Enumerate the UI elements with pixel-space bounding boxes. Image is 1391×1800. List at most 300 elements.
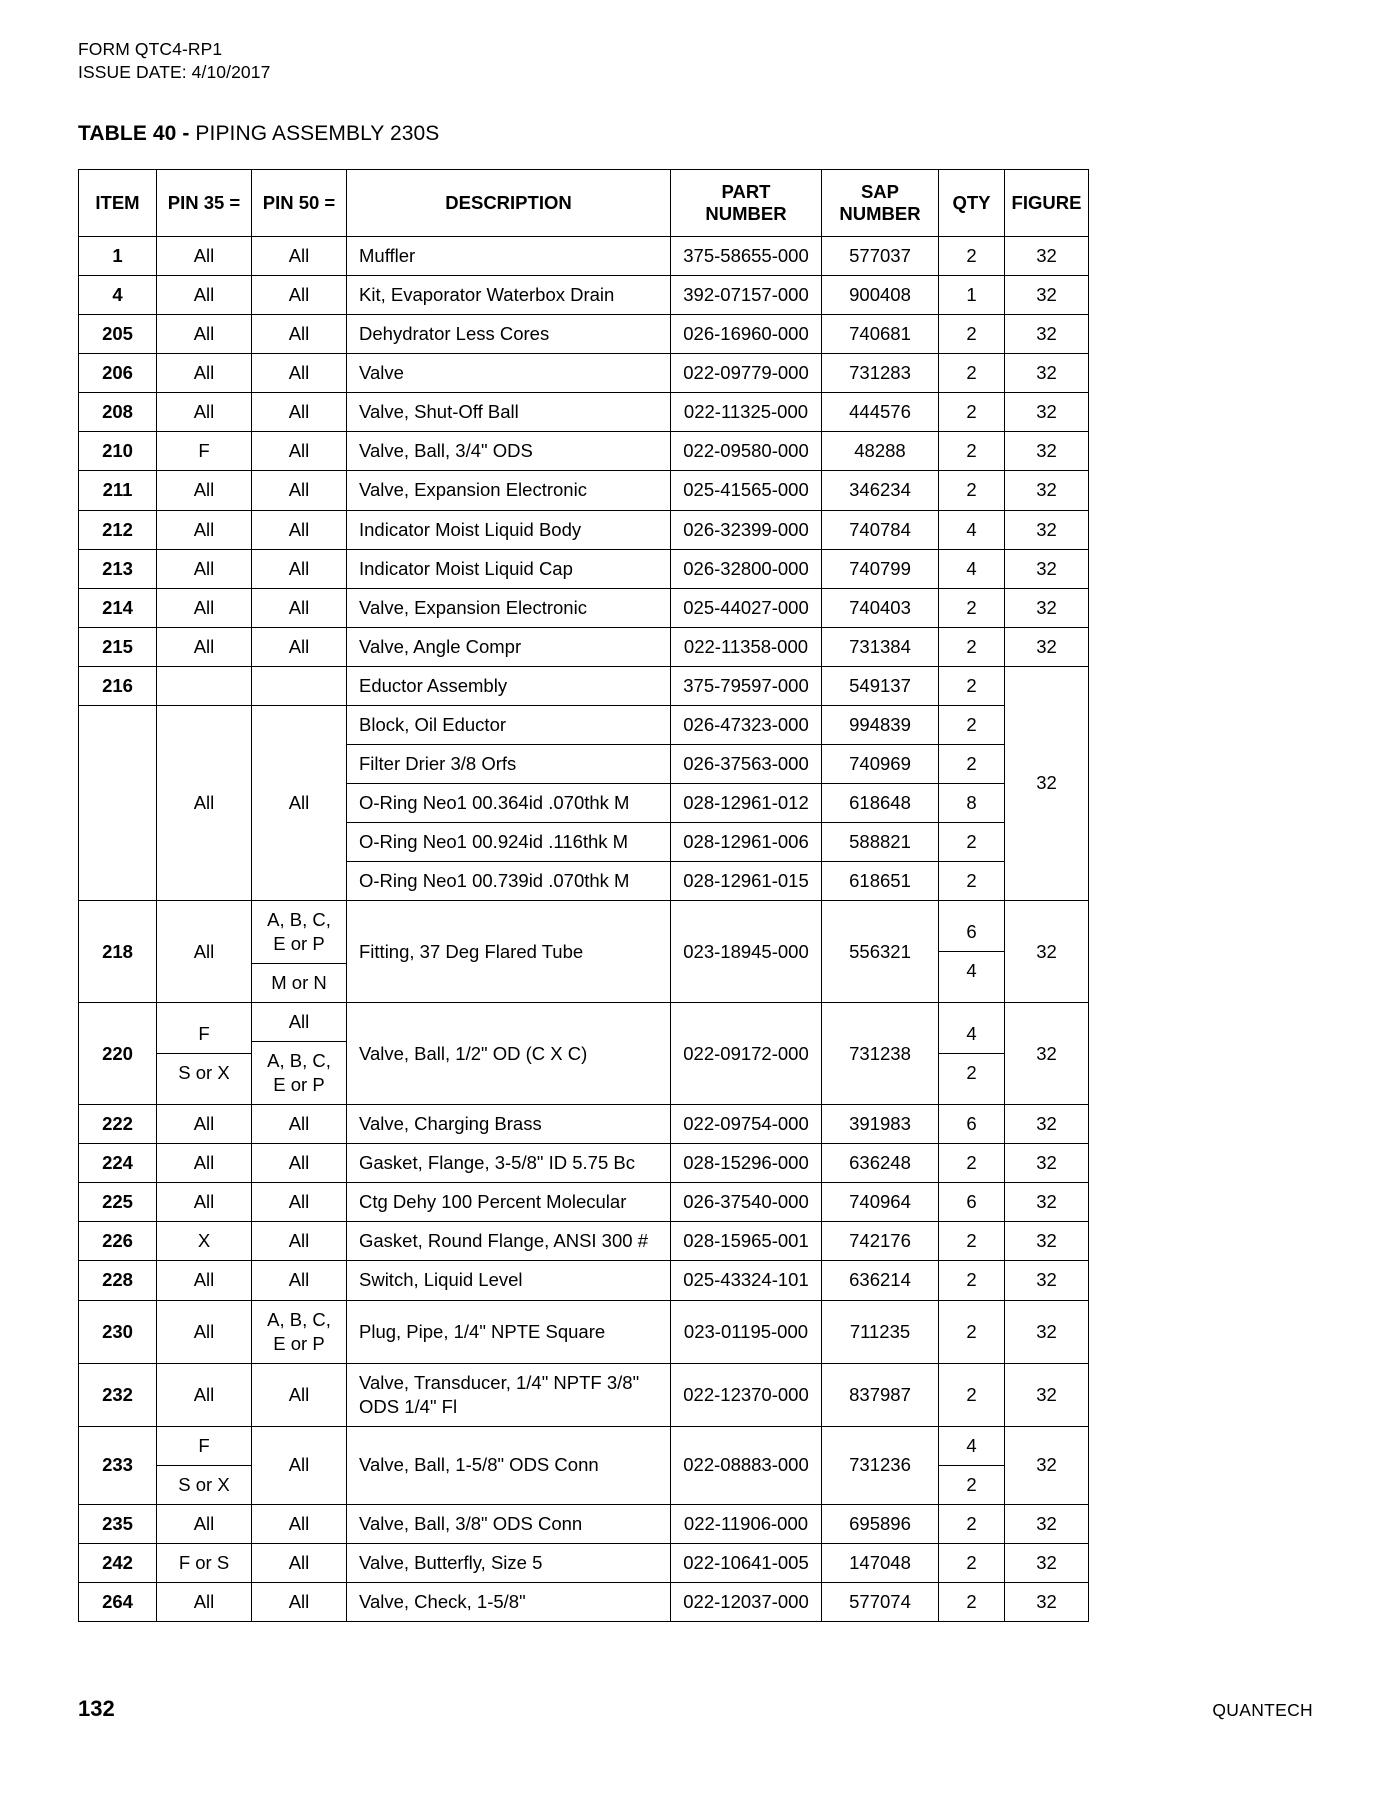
cell-sap-number	[822, 432, 939, 471]
cell-part-number	[671, 471, 822, 510]
cell-pin50-text: All	[288, 362, 310, 384]
cell-description-text: O-Ring Neo1 00.924id .116thk M	[359, 830, 629, 852]
cell-description-text: Gasket, Flange, 3-5/8" ID 5.75 Bc	[359, 1152, 635, 1174]
cell-item	[79, 1426, 157, 1504]
cell-figure-text: 32	[1036, 1191, 1057, 1213]
column-header-sap-number	[822, 170, 939, 237]
cell-pin50	[252, 549, 347, 588]
cell-part-number	[671, 861, 822, 900]
cell-description	[347, 393, 671, 432]
cell-pin35	[157, 1261, 252, 1300]
cell-qty-text: 2	[966, 1152, 977, 1174]
cell-sap-number-text: 740969	[849, 752, 911, 774]
cell-description	[347, 1144, 671, 1183]
cell-part-number-text: 022-10641-005	[683, 1551, 809, 1573]
cell-item-text: 222	[102, 1113, 133, 1135]
table-row	[79, 900, 1089, 1002]
cell-description	[347, 666, 671, 705]
cell-item	[79, 1543, 157, 1582]
cell-part-number	[671, 627, 822, 666]
cell-item-text: 242	[102, 1551, 133, 1573]
cell-pin50-text: All	[288, 323, 310, 345]
cell-figure-text: 32	[1036, 1512, 1057, 1534]
cell-figure-text: 32	[1036, 323, 1057, 345]
cell-pin35-text: All	[193, 323, 215, 345]
cell-sap-number	[822, 627, 939, 666]
cell-description	[347, 900, 671, 1002]
cell-part-number-text: 026-37563-000	[683, 752, 809, 774]
cell-part-number-text: 025-44027-000	[683, 596, 809, 618]
cell-description-text: Filter Drier 3/8 Orfs	[359, 752, 517, 774]
cell-pin50	[252, 1300, 347, 1363]
cell-sap-number	[822, 666, 939, 705]
cell-pin50-text: All	[288, 1383, 310, 1405]
cell-part-number	[671, 705, 822, 744]
cell-figure-text: 32	[1036, 1113, 1057, 1135]
column-header-part-line2: NUMBER	[705, 203, 787, 225]
cell-sap-number	[822, 1261, 939, 1300]
table-row	[79, 1105, 1089, 1144]
cell-qty	[939, 1300, 1005, 1363]
cell-item	[79, 1222, 157, 1261]
cell-pin50-text: All	[288, 440, 310, 462]
cell-pin35-text: All	[193, 1512, 215, 1534]
column-header-figure: FIGURE	[1005, 170, 1089, 237]
cell-description-text: Plug, Pipe, 1/4" NPTE Square	[359, 1320, 606, 1342]
table-row	[79, 276, 1089, 315]
cell-part-number	[671, 588, 822, 627]
cell-pin50	[252, 1261, 347, 1300]
table-row	[79, 1222, 1089, 1261]
cell-pin35	[157, 549, 252, 588]
cell-qty	[939, 1426, 1005, 1504]
cell-item	[79, 666, 157, 705]
cell-item	[79, 1261, 157, 1300]
cell-pin35-text: All	[193, 1152, 215, 1174]
cell-item-text: 230	[102, 1320, 133, 1342]
cell-pin35	[157, 237, 252, 276]
cell-item	[79, 627, 157, 666]
cell-description	[347, 510, 671, 549]
cell-description-text: Gasket, Round Flange, ANSI 300 #	[359, 1230, 648, 1252]
cell-sap-number-text: 837987	[849, 1383, 911, 1405]
cell-figure-text: 32	[1036, 1454, 1057, 1476]
cell-figure-text: 32	[1036, 518, 1057, 540]
cell-pin50	[252, 1504, 347, 1543]
cell-figure	[1005, 471, 1089, 510]
table-row	[79, 471, 1089, 510]
cell-sap-number	[822, 354, 939, 393]
cell-sap-number-text: 48288	[854, 440, 906, 462]
cell-description	[347, 354, 671, 393]
cell-description-text: Eductor Assembly	[359, 674, 508, 696]
cell-qty-text: 2	[966, 869, 977, 891]
cell-part-number	[671, 900, 822, 1002]
cell-pin50-text: A, B, C, E or P	[267, 1308, 331, 1354]
cell-item	[79, 588, 157, 627]
cell-part-number-text: 026-16960-000	[683, 323, 809, 345]
cell-pin35	[157, 1144, 252, 1183]
cell-figure-text: 32	[1036, 284, 1057, 306]
cell-description-text: Switch, Liquid Level	[359, 1269, 523, 1291]
cell-pin50-part: M or N	[252, 963, 346, 1002]
cell-item-text: 228	[102, 1269, 133, 1291]
cell-sap-number-text: 444576	[849, 401, 911, 423]
cell-part-number	[671, 666, 822, 705]
cell-pin50-text: All	[288, 1590, 310, 1612]
cell-sap-number	[822, 471, 939, 510]
cell-pin35	[157, 393, 252, 432]
cell-pin35-text: All	[193, 518, 215, 540]
cell-item-text: 216	[102, 674, 133, 696]
cell-part-number-text: 025-43324-101	[683, 1269, 809, 1291]
cell-description-text: O-Ring Neo1 00.364id .070thk M	[359, 791, 630, 813]
cell-sap-number-text: 731236	[849, 1454, 911, 1476]
cell-pin50-text: All	[288, 401, 310, 423]
table-row	[79, 627, 1089, 666]
cell-figure	[1005, 393, 1089, 432]
cell-figure-text: 32	[1036, 401, 1057, 423]
cell-pin50-text: All	[288, 1230, 310, 1252]
cell-figure	[1005, 666, 1089, 900]
form-number: FORM QTC4-RP1	[78, 39, 223, 59]
cell-description-text: Fitting, 37 Deg Flared Tube	[359, 940, 584, 962]
cell-sap-number-text: 147048	[849, 1551, 911, 1573]
cell-pin50	[252, 315, 347, 354]
table-row	[79, 1504, 1089, 1543]
cell-description-text: Valve, Butterfly, Size 5	[359, 1551, 543, 1573]
cell-pin35	[157, 1105, 252, 1144]
cell-qty	[939, 1363, 1005, 1426]
cell-description	[347, 1183, 671, 1222]
cell-pin50	[252, 1426, 347, 1504]
cell-part-number	[671, 1183, 822, 1222]
cell-qty	[939, 783, 1005, 822]
cell-qty-text: 6	[966, 1191, 977, 1213]
cell-part-number-text: 392-07157-000	[683, 284, 809, 306]
cell-part-number-text: 023-18945-000	[683, 940, 809, 962]
cell-part-number-text: 022-11325-000	[683, 401, 809, 423]
cell-sap-number	[822, 744, 939, 783]
cell-qty-text: 8	[966, 791, 977, 813]
cell-figure-text: 32	[1036, 557, 1057, 579]
cell-pin35-text: All	[193, 635, 215, 657]
cell-sap-number-text: 740784	[849, 518, 911, 540]
cell-part-number	[671, 510, 822, 549]
cell-item-text: 211	[102, 479, 133, 501]
cell-item-text: 214	[102, 596, 133, 618]
cell-item-text: 264	[102, 1590, 133, 1612]
cell-sap-number-text: 618651	[849, 869, 911, 891]
cell-pin50	[252, 1105, 347, 1144]
cell-figure	[1005, 1300, 1089, 1363]
cell-pin50-text: All	[288, 1113, 310, 1135]
cell-part-number	[671, 1582, 822, 1621]
column-header-description: DESCRIPTION	[347, 170, 671, 237]
cell-pin50-text: All	[288, 1551, 310, 1573]
cell-part-number-text: 026-32399-000	[683, 518, 809, 540]
cell-pin50-text: All	[288, 635, 310, 657]
cell-sap-number	[822, 705, 939, 744]
cell-item-text: 232	[102, 1383, 133, 1405]
cell-qty	[939, 900, 1005, 1002]
cell-part-number	[671, 549, 822, 588]
cell-sap-number	[822, 1222, 939, 1261]
cell-figure	[1005, 510, 1089, 549]
cell-part-number	[671, 1363, 822, 1426]
cell-item-text: 225	[102, 1191, 133, 1213]
cell-pin50	[252, 354, 347, 393]
cell-qty-text: 2	[966, 1551, 977, 1573]
cell-description-text: O-Ring Neo1 00.739id .070thk M	[359, 869, 630, 891]
cell-pin35-text: All	[193, 479, 215, 501]
cell-figure-text: 32	[1036, 635, 1057, 657]
cell-sap-number	[822, 549, 939, 588]
cell-part-number	[671, 1222, 822, 1261]
cell-sap-number-text: 577074	[849, 1590, 911, 1612]
table-row	[79, 315, 1089, 354]
cell-part-number-text: 028-12961-006	[683, 830, 809, 852]
cell-item-text: 218	[102, 940, 133, 962]
cell-figure	[1005, 588, 1089, 627]
column-header-part-number	[671, 170, 822, 237]
cell-part-number-text: 022-09754-000	[683, 1113, 809, 1135]
cell-qty	[939, 744, 1005, 783]
cell-description	[347, 237, 671, 276]
column-header-pin35: PIN 35 =	[157, 170, 252, 237]
cell-qty	[939, 1105, 1005, 1144]
cell-pin35-part: F	[198, 1023, 210, 1045]
cell-figure-text: 32	[1036, 1590, 1057, 1612]
cell-description	[347, 744, 671, 783]
cell-pin35	[157, 1222, 252, 1261]
cell-part-number-text: 026-37540-000	[683, 1191, 809, 1213]
cell-description	[347, 1543, 671, 1582]
cell-sap-number-text: 636248	[849, 1152, 911, 1174]
cell-part-number-text: 375-79597-000	[683, 674, 809, 696]
cell-pin35	[157, 1504, 252, 1543]
cell-pin35	[157, 588, 252, 627]
cell-qty-text: 2	[966, 479, 977, 501]
cell-sap-number-text: 549137	[849, 674, 911, 696]
cell-description-text: Block, Oil Eductor	[359, 713, 507, 735]
cell-pin35	[157, 432, 252, 471]
cell-qty-text: 1	[966, 284, 977, 306]
cell-description	[347, 705, 671, 744]
cell-pin35	[157, 276, 252, 315]
cell-qty-text: 4	[966, 518, 977, 540]
table-row	[79, 1582, 1089, 1621]
cell-sap-number-text: 740403	[849, 596, 911, 618]
cell-pin35	[157, 900, 252, 1002]
cell-description-text: Indicator Moist Liquid Body	[359, 518, 582, 540]
cell-item-text: 4	[112, 284, 123, 306]
cell-item-text: 205	[102, 323, 133, 345]
cell-sap-number-text: 731238	[849, 1042, 911, 1064]
cell-item	[79, 393, 157, 432]
cell-qty-text: 2	[966, 323, 977, 345]
cell-pin50-text: All	[288, 1454, 310, 1476]
cell-item	[79, 237, 157, 276]
cell-item-text: 233	[102, 1454, 133, 1476]
cell-pin50-part: A, B, C, E or P	[252, 1041, 346, 1104]
column-header-qty: QTY	[939, 170, 1005, 237]
cell-pin35-text: All	[193, 401, 215, 423]
cell-qty-part: 4	[939, 951, 1004, 990]
cell-sap-number	[822, 276, 939, 315]
cell-pin35-text: All	[193, 1269, 215, 1291]
cell-description-text: Ctg Dehy 100 Percent Molecular	[359, 1191, 627, 1213]
cell-item-text: 213	[102, 557, 133, 579]
cell-sap-number-text: 994839	[849, 713, 911, 735]
cell-pin50	[252, 900, 347, 1002]
cell-description-text: Indicator Moist Liquid Cap	[359, 557, 573, 579]
cell-item	[79, 1183, 157, 1222]
cell-figure	[1005, 1183, 1089, 1222]
cell-pin50-text: All	[288, 596, 310, 618]
cell-qty-text: 2	[966, 752, 977, 774]
cell-pin50	[252, 588, 347, 627]
cell-item-text: 1	[112, 245, 123, 267]
table-row	[79, 432, 1089, 471]
cell-figure-text: 32	[1036, 1383, 1057, 1405]
cell-pin35-text: All	[193, 362, 215, 384]
cell-figure-text: 32	[1036, 479, 1057, 501]
cell-pin50	[252, 1222, 347, 1261]
cell-pin35	[157, 1183, 252, 1222]
cell-description	[347, 432, 671, 471]
cell-qty	[939, 549, 1005, 588]
cell-figure	[1005, 237, 1089, 276]
cell-description	[347, 1582, 671, 1621]
cell-sap-number-text: 740964	[849, 1191, 911, 1213]
cell-pin35	[157, 666, 252, 705]
cell-qty-text: 2	[966, 401, 977, 423]
cell-pin35	[157, 1426, 252, 1504]
cell-pin50-part: A, B, C, E or P	[267, 908, 331, 955]
cell-pin50	[252, 1543, 347, 1582]
table-row	[79, 510, 1089, 549]
cell-qty	[939, 471, 1005, 510]
cell-pin50	[252, 705, 347, 900]
table-row	[79, 1363, 1089, 1426]
cell-qty-text: 2	[966, 596, 977, 618]
cell-description-text: Valve, Shut-Off Ball	[359, 401, 519, 423]
cell-pin35-part: S or X	[157, 1053, 251, 1092]
cell-part-number-text: 022-11906-000	[683, 1512, 809, 1534]
cell-sap-number-text: 391983	[849, 1113, 911, 1135]
cell-figure	[1005, 315, 1089, 354]
cell-pin35-text	[157, 679, 251, 693]
cell-pin35	[157, 1543, 252, 1582]
cell-qty-text: 2	[966, 1269, 977, 1291]
parts-table-body	[79, 237, 1089, 1622]
cell-figure	[1005, 627, 1089, 666]
cell-description-text: Valve, Ball, 1/2" OD (C X C)	[359, 1042, 588, 1064]
cell-part-number	[671, 237, 822, 276]
cell-pin50	[252, 276, 347, 315]
column-header-part-line1: PART	[721, 181, 771, 202]
cell-part-number	[671, 1105, 822, 1144]
cell-part-number-text: 026-47323-000	[683, 713, 809, 735]
table-row	[79, 237, 1089, 276]
cell-description-text: Valve, Charging Brass	[359, 1113, 542, 1135]
cell-part-number-text: 022-11358-000	[683, 635, 809, 657]
cell-part-number-text: 022-08883-000	[683, 1454, 809, 1476]
cell-figure	[1005, 1543, 1089, 1582]
cell-part-number-text: 375-58655-000	[683, 245, 809, 267]
cell-sap-number-text: 695896	[849, 1512, 911, 1534]
cell-figure-text: 32	[1036, 1269, 1057, 1291]
cell-pin50	[252, 237, 347, 276]
document-header	[78, 38, 1313, 84]
cell-sap-number	[822, 1582, 939, 1621]
cell-pin50	[252, 510, 347, 549]
cell-figure	[1005, 432, 1089, 471]
cell-part-number	[671, 1144, 822, 1183]
table-row	[79, 666, 1089, 705]
cell-qty-part: 2	[939, 1465, 1004, 1504]
cell-description-text: Dehydrator Less Cores	[359, 323, 550, 345]
cell-figure-text: 32	[1036, 440, 1057, 462]
cell-sap-number-text: 742176	[849, 1230, 911, 1252]
cell-description	[347, 1105, 671, 1144]
cell-pin35-text: All	[193, 1320, 215, 1342]
cell-pin35-part: F	[198, 1434, 210, 1456]
cell-pin35	[157, 471, 252, 510]
cell-sap-number	[822, 1363, 939, 1426]
cell-description-text: Valve, Transducer, 1/4" NPTF 3/8" ODS 1/4" Fl	[359, 1371, 640, 1417]
parts-table	[78, 169, 1089, 1622]
cell-part-number	[671, 822, 822, 861]
cell-figure-text: 32	[1036, 1042, 1057, 1064]
table-row	[79, 549, 1089, 588]
cell-figure	[1005, 1363, 1089, 1426]
cell-sap-number-text: 711235	[849, 1320, 911, 1342]
cell-qty-text: 4	[966, 557, 977, 579]
cell-figure	[1005, 1105, 1089, 1144]
cell-qty-text: 6	[966, 1113, 977, 1135]
cell-part-number-text: 022-09172-000	[683, 1042, 809, 1064]
cell-sap-number	[822, 1105, 939, 1144]
cell-sap-number	[822, 1504, 939, 1543]
cell-item-text: 226	[102, 1230, 133, 1252]
cell-figure	[1005, 549, 1089, 588]
cell-description-text: Kit, Evaporator Waterbox Drain	[359, 284, 615, 306]
cell-item-text	[79, 796, 156, 810]
cell-part-number	[671, 354, 822, 393]
cell-item-text: 215	[102, 635, 133, 657]
cell-description	[347, 1222, 671, 1261]
cell-sap-number	[822, 861, 939, 900]
cell-item	[79, 900, 157, 1002]
cell-qty	[939, 861, 1005, 900]
cell-qty-text: 2	[966, 1320, 977, 1342]
cell-pin35-text: All	[193, 557, 215, 579]
cell-pin35	[157, 1582, 252, 1621]
cell-pin35	[157, 627, 252, 666]
cell-pin35-text: All	[193, 1191, 215, 1213]
cell-pin50-text: All	[288, 791, 310, 813]
cell-qty	[939, 1543, 1005, 1582]
issue-date: ISSUE DATE: 4/10/2017	[78, 62, 271, 83]
cell-qty-text: 2	[966, 635, 977, 657]
cell-item	[79, 471, 157, 510]
cell-part-number	[671, 1543, 822, 1582]
cell-pin50-text: All	[288, 1191, 310, 1213]
cell-qty	[939, 393, 1005, 432]
cell-part-number	[671, 783, 822, 822]
